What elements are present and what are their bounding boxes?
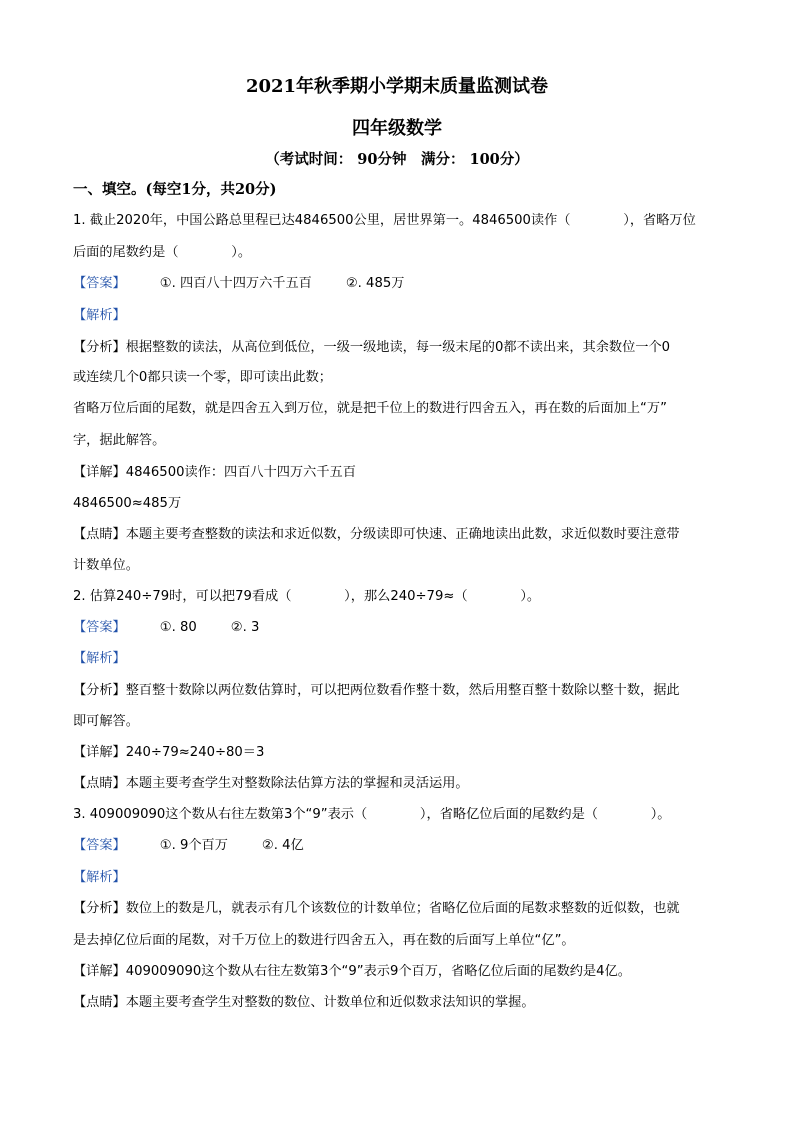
q1-stem-line1: 1. 截止2020年，中国公路总里程已达4846500公里，居世界第一。4846500读作（ ），省略万位 [73,213,696,228]
comment-tag: 【点睛】 [73,527,126,542]
section-heading: 一、填空。(每空1分，共20分) [73,181,277,198]
analysis-tag: 【分析】 [73,340,126,355]
q1-jiexi-tag: 【解析】 [73,308,126,323]
answer-tag: 【答案】 [73,620,126,635]
q2-analysis-line2: 即可解答。 [73,714,139,729]
q3-answer-row [73,837,723,855]
analysis-tag: 【分析】 [73,901,126,916]
q3-analysis-line1: 【分析】数位上的数是几，就表示有几个该数位的计数单位；省略亿位后面的尾数求整数的近似数，也就 [73,901,680,916]
q2-answer-2: ②. 3 [230,620,260,635]
answer-tag: 【答案】 [73,276,126,291]
q2-analysis-line1: 【分析】整百整十数除以两位数估算时，可以把两位数看作整十数，然后用整百整十数除以整十数，据此 [73,683,680,698]
comment-tag: 【点睛】 [73,995,126,1010]
q1-analysis-line4: 字，据此解答。 [73,433,166,448]
q1-comment-line1: 【点睛】本题主要考查整数的读法和求近似数，分级读即可快速、正确地读出此数，求近似数时要注意带 [73,527,680,542]
q1-analysis-line3: 省略万位后面的尾数，就是四舍五入到万位，就是把千位上的数进行四舍五入，再在数的后面加上“万” [73,401,667,416]
detail-tag: 【详解】 [73,745,126,760]
analysis-tag: 【分析】 [73,683,126,698]
q1-analysis-line1: 【分析】根据整数的读法，从高位到低位，一级一级地读，每一级末尾的0都不读出来，其余数位一个0 [73,340,671,355]
q2-detail: 【详解】240÷79≈240÷80＝3 [73,745,265,760]
q1-answer-2: ②. 485万 [345,276,405,291]
q3-jiexi-tag: 【解析】 [73,870,126,885]
q2-answer-row [73,619,723,637]
answer-tag: 【答案】 [73,838,126,853]
q1-answer-1: ①. 四百八十四万六千五百 [159,276,312,291]
q2-jiexi-tag: 【解析】 [73,651,126,666]
q1-analysis-line2: 或连续几个0都只读一个零，即可读出此数； [73,370,332,385]
q3-comment: 【点睛】本题主要考查学生对整数的数位、计数单位和近似数求法知识的掌握。 [73,995,535,1010]
q2-answer-1: ①. 80 [159,620,197,635]
detail-tag: 【详解】 [73,465,126,480]
q1-detail-line1: 【详解】4846500读作：四百八十四万六千五百 [73,465,356,480]
exam-title: 2021年秋季期小学期末质量监测试卷 [245,76,549,97]
q3-answer-2: ②. 4亿 [261,838,304,853]
q3-answer-1: ①. 9个百万 [159,838,228,853]
q3-analysis-line2: 是去掉亿位后面的尾数，对千万位上的数进行四舍五入，再在数的后面写上单位“亿”。 [73,933,575,948]
q1-detail-line2: 4846500≈485万 [73,496,182,511]
exam-info: （考试时间： 90分钟 满分： 100分） [265,151,529,168]
q2-stem: 2. 估算240÷79时，可以把79看成（ ），那么240÷79≈（ ）。 [73,589,541,604]
comment-tag: 【点睛】 [73,776,126,791]
q1-answer-row [73,275,723,293]
exam-subtitle: 四年级数学 [352,118,442,139]
q3-stem: 3. 409009090这个数从右往左数第3个“9”表示（ ），省略亿位后面的尾数约是（ ）。 [73,807,671,822]
q2-comment: 【点睛】本题主要考查学生对整数除法估算方法的掌握和灵活运用。 [73,776,469,791]
q1-stem-line2: 后面的尾数约是（ ）。 [73,245,252,260]
q3-detail: 【详解】409009090这个数从右往左数第3个“9”表示9个百万，省略亿位后面的尾数约是4亿。 [73,964,631,979]
q1-comment-line2: 计数单位。 [73,558,139,573]
detail-tag: 【详解】 [73,964,126,979]
